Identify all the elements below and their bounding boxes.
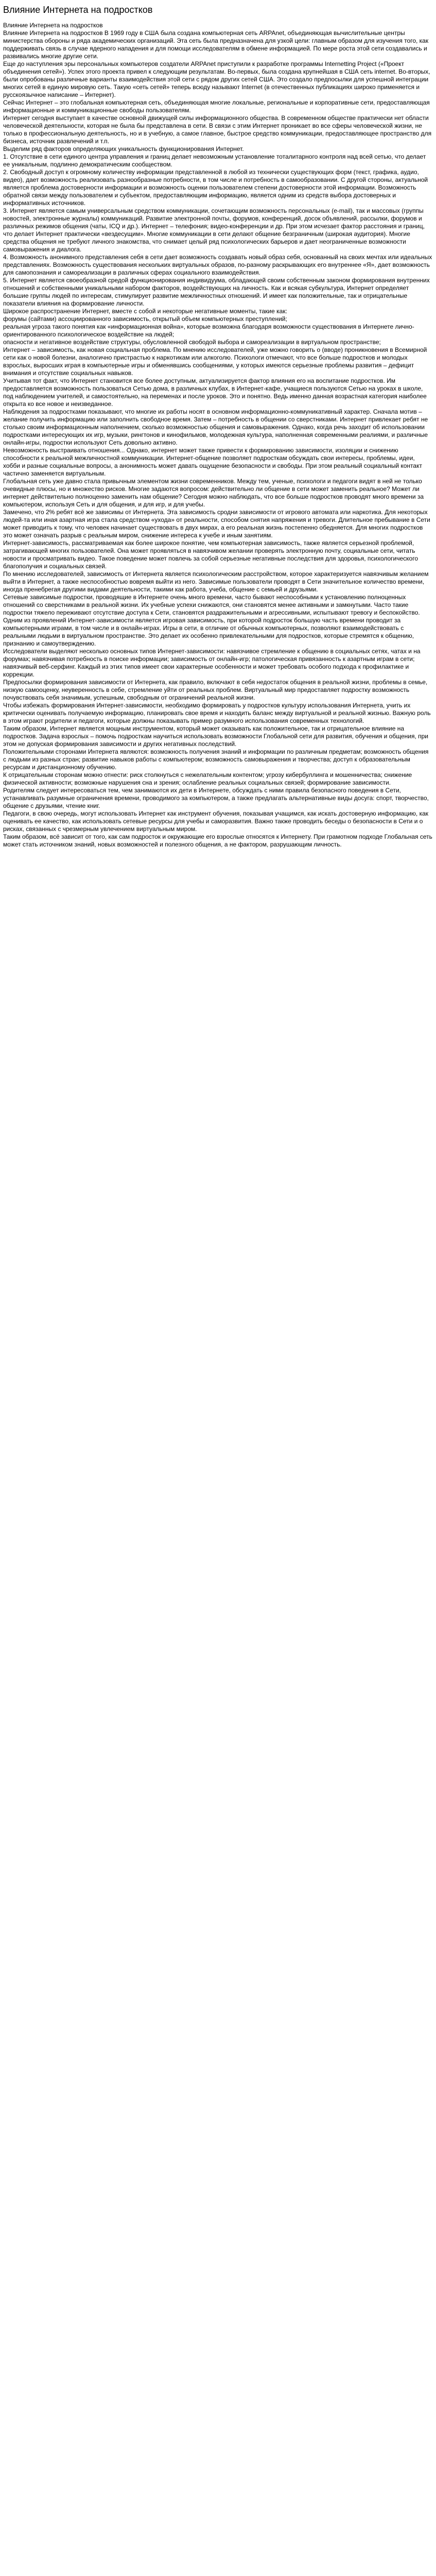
paragraph: Влияние Интернета на подростков В 1969 году в США была создана компьютерная сеть ARPAnet, объединяющая вычислительные центры министерства обороны и ряда академических организаций. Эта сеть была предназначена для узкой цели: главным образом для изучения того, как поддерживать связь в случае ядерного нападения и для помощи исследователям в обмене информацией. По мере роста этой сети создавались и развивались многие другие сети.	[3, 29, 429, 60]
paragraph: Выделим ряд факторов определяющих уникальность функционирования Интернет.	[3, 145, 244, 152]
paragraph: Одним из проявлений Интернет-зависимости является игровая зависимость, при которой подросток большую часть времени проводит за компьютерными играми, в том числе и в онлайн-играх. Игры в сети, в отличие от обычных компьютерных, позволяют взаимодействовать с реальными людьми в виртуальном пространстве. Это делает их особенно привлекательными для подростков, которые стремятся к общению, признанию и самоутверждению.	[3, 617, 414, 647]
paragraph: Влияние Интернета на подростков	[3, 22, 103, 29]
paragraph: Наблюдения за подростками показывают, что многие их работы носят в основном информационно-коммуникативный характер. Сначала мотив – желание получить информацию или заполнить свободное время. Затем – потребность в общении со сверстниками. Интернет привлекает ребят не столько своим информационным наполнением, сколько возможностью общения и самовыражения. Однако, когда речь заходит об использовании подростками интересующих их игр, музыки, рингтонов и кинофильмов, молодежная культура, наполненная современными реалиями, и различные онлайн-игры, подростки используют Сеть довольно активно.	[3, 408, 428, 446]
paragraph: форумы (сайтами) ассоциированного зависимость, открытый объем компьютерных преступлений;	[3, 315, 287, 323]
paragraph: Сейчас Интернет – это глобальная компьютерная сеть, объединяющая многие локальные, региональные и корпоративные сети, предоставляющая информационные и коммуникационные свободы пользователям.	[3, 99, 430, 114]
paragraph: По мнению исследователей, зависимость от Интернета является психологическим расстройством, которое характеризуется навязчивым желанием выйти в Интернет, а также неспособностью вовремя выйти из него. Зависимые пользователи проводят в Сети значительное количество времени, иногда пренебрегая другими видами деятельности, такими как работа, учеба, общение с семьей и друзьями.	[3, 570, 429, 593]
paragraph: К отрицательным сторонам можно отнести: риск столкнуться с нежелательным контентом; угрозу кибербуллинга и мошенничества; снижение физической активности; возможные нарушения сна и зрения; ослабление реальных социальных связей; формирование зависимости.	[3, 771, 412, 786]
paragraph: Глобальная сеть уже давно стала привычным элементом жизни современников. Между тем, ученые, психологи и педагоги видят в ней не только очевидные плюсы, но и множество рисков. Многие задаются вопросом: действительно ли общение в сети может заменить реальное? Может ли интернет действительно полноценно заменить нам общение? Сегодня можно наблюдать, что все больше подростков проводят много времени за компьютером, используя Сеть и для общения, и для игр, и для учебы.	[3, 478, 424, 508]
paragraph: реальная угроза такого понятия как «информационная война», которые возможна благодаря возможности существования в Интернете лично-ориентированного психологическое воздействие на людей;	[3, 323, 414, 338]
paragraph: Замечено, что 2% ребят всё же зависимы от Интернета. Эта зависимость сродни зависимости от игрового автомата или наркотика. Для некоторых людей-та или иная азартная игра стала средством «ухода» от реальности, способом снятия напряжения и тревоги. Длительное пребывание в Сети может приводить к тому, что человек начинает существовать в двух мирах, а его реальная жизнь постепенно обедняется. Для многих подростков это может означать разрыв с реальным миром, снижение интереса к учебе и иным занятиям.	[3, 509, 430, 539]
paragraph: Педагоги, в свою очередь, могут использовать Интернет как инструмент обучения, показывая учащимся, как искать достоверную информацию, как оценивать ее качество, как использовать сетевые ресурсы для учебы и саморазвития. Важно также проводить беседы о безопасности в Сети и о рисках, связанных с чрезмерным увлечением виртуальным миром.	[3, 810, 429, 833]
paragraph: Интернет – зависимость, как новая социальная проблема. По мнению исследователей, уже можно говорить о (вводе) проникновения в Всемирной сети как о новой болезни, аналогично пристрастью к наркотикам или алкоголю. Психологи отмечают, что все больше подростков и молодых взрослых, выросших играя в компьютерные игры и обменявшись сообщениями, у которых имеются серьезные проблемы развития – дефицит внимания и отсутствие социальных навыков.	[3, 346, 427, 377]
paragraph: Предпосылки формирования зависимости от Интернета, как правило, включают в себя недостаток общения в реальной жизни, проблемы в семье, низкую самооценку, неуверенность в себе, стремление уйти от реальных проблем. Виртуальный мир предоставляет подростку возможность почувствовать себя значимым, успешным, свободным от ограничений реальной жизни.	[3, 679, 428, 701]
page-title: Влияние Интернета на подростков	[3, 5, 153, 15]
paragraph: 2. Свободный доступ к огромному количеству информации представленной в любой из технически существующих форм (текст, графика, аудио, видео), дает возможность реализовать разнообразные потребности, в том числе и потребность в самообразовании. С другой стороны, актуальной является проблема достоверности информации и возможность оценки пользователем степени достоверности этой информации. Возможность обратной связи между пользователем и субъектом, предоставляющим информацию, является одним из средств выбора достоверных и информативных источников.	[3, 168, 428, 207]
document-page	[0, 0, 436, 849]
paragraph: Исследователи выделяют несколько основных типов Интернет-зависимости: навязчивое стремление к общению в социальных сетях, чатах и на форумах; навязчивая потребность в поиске информации; зависимость от онлайн-игр; патологическая привязанность к азартным играм в сети; навязчивый веб-серфинг. Каждый из этих типов имеет свои характерные особенности и может требовать особого подхода к профилактике и коррекции.	[3, 648, 421, 678]
paragraph: 1. Отсутствие в сети единого центра управления и границ делает невозможным установление тоталитарного контроля над всей сетью, что делает ее уникальным, подлинно демократическим сообществом.	[3, 153, 426, 168]
paragraph: 5. Интернет является своеобразной средой функционирования индивидуума, обладающей своим собственным законом формирования внутренних отношений и собственными уникальными набором факторов, воздействующих на личность. Как и всякая субкультура, Интернет определяет большие группы людей по интересам, стимулирует развитие межличностных отношений. И имеет как положительные, так и отрицательные показатели влияния на формирование личности.	[3, 277, 430, 307]
paragraph: Широкое распространение Интернет, вместе с собой и некоторые негативные моменты, такие как:	[3, 308, 287, 315]
paragraph: Таким образом, всё зависит от того, как сам подросток и окружающие его взрослые относятся к Интернету. При грамотном подходе Глобальная сеть может стать источником знаний, новых возможностей и полезного общения, а не фактором, разрушающим личность.	[3, 833, 432, 848]
paragraph: Сетевые зависимые подростки, проводящие в Интернете очень много времени, часто бывают неспособными к установлению полноценных отношений со сверстниками в реальной жизни. Их учебные успехи снижаются, они становятся менее активными и замкнутыми. Часто такие подростки тяжело переживают отсутствие доступа к Сети, становятся раздражительными и агрессивными, испытывают тревогу и беспокойство.	[3, 594, 420, 616]
paragraph: Положительными сторонами Интернета являются: возможность получения знаний и информации по различным предметам; возможность общения с людьми из разных стран; развитие навыков работы с компьютером; возможность самовыражения и творчества; доступ к образовательным ресурсам и дистанционному обучению.	[3, 748, 429, 771]
paragraph: Учитывая тот факт, что Интернет становится все более доступным, актуализируется фактор влияния его на воспитание подростков. Им предоставляется возможность пользоваться Сетью дома, в различных клубах, в Интернет-кафе, учащиеся пользуются Сетью на уроках в школе, под наблюдением учителей, и самостоятельно, на переменах и после уроков. Это и понятно. Ведь именно данная возрастная категория наиболее открыта ко все новое и неизведанное.	[3, 377, 427, 408]
document-body	[3, 22, 433, 849]
paragraph: Еще до наступления эры персональных компьютеров создатели ARPAnet приступили к разработке программы Internetting Project («Проект объединения сетей»). Успех этого проекта привел к следующим результатам. Во-первых, была создана крупнейшая в США сеть internet. Во-вторых, были опробованы различные варианты взаимодействия этой сети с рядом других сетей США. Это создало предпосылки для успешной интеграции многих сетей в единую мировую сеть. Такую «сеть сетей» теперь всюду называют Internet (в отечественных публикациях широко применяется и русскоязычное написание – Интернет).	[3, 60, 430, 98]
paragraph: Невозможность выстраивать отношения... Однако, интернет может также привести к формированию зависимости, изоляции и снижению способности к реальной межличностной коммуникации. Интернет-общение позволяет подросткам обсуждать свои интересы, проблемы, идеи, хобби и разные социальные вопросы, а анонимность может давать ощущение безопасности и свободы. При этом реальный социальный контакт частично заменяется виртуальным.	[3, 447, 422, 477]
paragraph: Чтобы избежать формирования Интернет-зависимости, необходимо формировать у подростков культуру использования Интернета, учить их критически оценивать получаемую информацию, планировать свое время и находить баланс между виртуальной и реальной жизнью. Важную роль в этом играют родители и педагоги, которые должны показывать пример разумного использования современных технологий.	[3, 702, 431, 724]
paragraph: Интернет-зависимость, рассматриваемая как более широкое понятие, чем компьютерная зависимость, также является серьезной проблемой, затрагивающей многих пользователей. Она может проявляться в навязчивом желании проверять электронную почту, социальные сети, читать новости и просматривать видео. Такое поведение может повлечь за собой серьезные негативные последствия для здоровья, психологического благополучия и социальных связей.	[3, 539, 418, 570]
paragraph: 3. Интернет является самым универсальным средством коммуникации, сочетающим возможность персональных (e-mail), так и массовых (группы новостей, электронные журналы) коммуникаций. Развитие электронной почты, форумов, конференций, досок объявлений, рассылки, форумов и различных режимов общения (чаты, ICQ и др.). Интернет – телефония; видео-конференции и др. При этом исчезает фактор расстояния и границ, что делает Интернет практически «вездесущим». Многие коммуникации в сети делают общение безграничным (широкая аудитория). Многие средства общения не требуют личного знакомства, что снимает целый ряд психологических барьеров и дает неограниченные возможности самовыражения и диалога.	[3, 207, 425, 253]
paragraph: Родителям следует интересоваться тем, чем занимаются их дети в Интернете, обсуждать с ними правила безопасного поведения в Сети, устанавливать разумные ограничения времени, проводимого за компьютером, а также предлагать альтернативные виды досуга: спорт, творчество, общение с друзьями, чтение книг.	[3, 787, 429, 809]
paragraph: 4. Возможность анонимного представления себя в сети дает возможность создавать новый образ себя, основанный на своих мечтах или идеальных представлениях. Возможность существования нескольких виртуальных образов, по-разному раскрывающих его внутреннее «Я», дает возможность для самопознания и самореализации в различных сферах социального взаимодействия.	[3, 253, 432, 276]
paragraph: Таким образом, Интернет является мощным инструментом, который может оказывать как положительное, так и отрицательное влияние на подростков. Задача взрослых – помочь подросткам научиться использовать возможности Глобальной сети для развития, обучения и общения, при этом не допуская формирования зависимости и других негативных последствий.	[3, 725, 429, 748]
paragraph: Интернет сегодня выступает в качестве основной движущей силы информационного общества. В современном обществе практически нет области человеческой деятельности, которая не была бы представлена в сети. В связи с этим Интернет проникает во все сферы человеческой жизни, не только в профессиональную деятельность, но и в учебную, а самое главное, быстрое средство коммуникации, предоставляющее пространство для бизнеса, источник развлечений и т.п.	[3, 114, 432, 145]
paragraph: опасности и негативное воздействие структуры, обусловленной свободой выбора и самореализации в виртуальном пространстве;	[3, 338, 381, 346]
